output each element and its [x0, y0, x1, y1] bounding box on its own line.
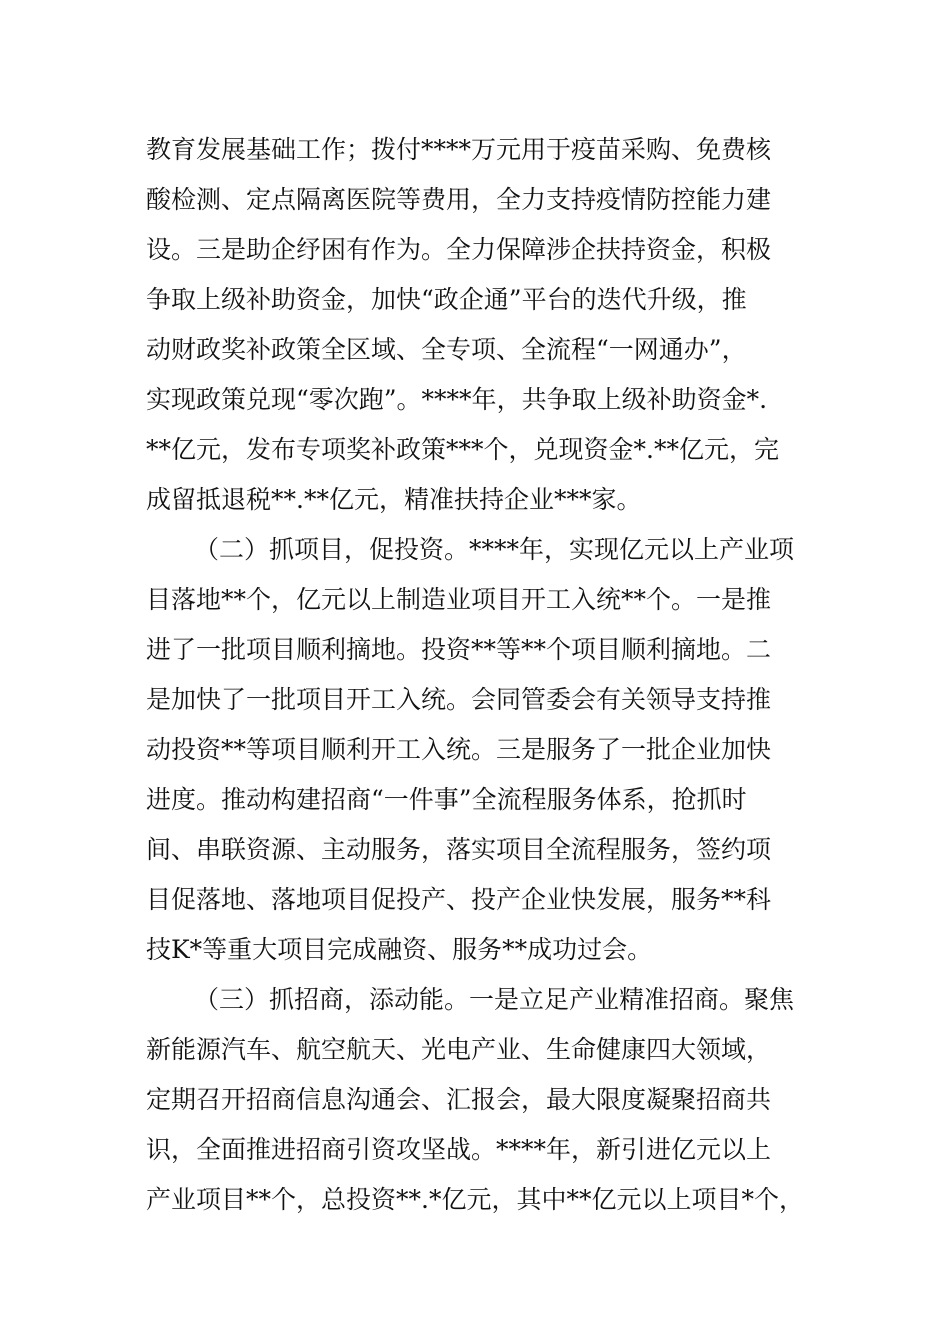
- text-line: 设。三是助企纾困有作为。全力保障涉企扶持资金，积极: [146, 235, 772, 264]
- text-line: 目促落地、落地项目促投产、投产企业快发展，服务**科: [146, 885, 772, 914]
- text-line: 技K*等重大项目完成融资、服务**成功过会。: [146, 935, 653, 964]
- text-line: 进了一批项目顺利摘地。投资**等**个项目顺利摘地。二: [146, 635, 772, 664]
- text-line: 定期召开招商信息沟通会、汇报会，最大限度凝聚招商共: [146, 1085, 772, 1114]
- paragraph-first-line: （三）抓招商，添动能。一是立足产业精准招商。聚焦: [194, 985, 795, 1014]
- text-line: 动财政奖补政策全区域、全专项、全流程“一网通办”，: [146, 335, 747, 364]
- text-line: 间、串联资源、主动服务，落实项目全流程服务，签约项: [146, 835, 772, 864]
- text-line: 实现政策兑现“零次跑”。****年，共争取上级补助资金*.: [146, 385, 768, 414]
- text-line: 是加快了一批项目开工入统。会同管委会有关领导支持推: [146, 685, 772, 714]
- paragraph-first-line: （二）抓项目，促投资。****年，实现亿元以上产业项: [194, 535, 795, 564]
- text-line: 动投资**等项目顺利开工入统。三是服务了一批企业加快: [146, 735, 772, 764]
- text-line: 教育发展基础工作；拨付****万元用于疫苗采购、免费核: [146, 135, 772, 164]
- text-line: 目落地**个，亿元以上制造业项目开工入统**个。一是推: [146, 585, 772, 614]
- text-line: 成留抵退税**.**亿元，精准扶持企业***家。: [146, 485, 642, 514]
- text-line: **亿元，发布专项奖补政策***个，兑现资金*.**亿元，完: [146, 435, 779, 464]
- text-line: 争取上级补助资金，加快“政企通”平台的迭代升级，推: [146, 285, 747, 314]
- text-line: 新能源汽车、航空航天、光电产业、生命健康四大领域，: [146, 1035, 772, 1064]
- text-line: 产业项目**个，总投资**.*亿元，其中**亿元以上项目*个，: [146, 1185, 804, 1214]
- text-line: 识，全面推进招商引资攻坚战。****年，新引进亿元以上: [146, 1135, 772, 1164]
- text-line: 进度。推动构建招商“一件事”全流程服务体系，抢抓时: [146, 785, 747, 814]
- text-line: 酸检测、定点隔离医院等费用，全力支持疫情防控能力建: [146, 185, 772, 214]
